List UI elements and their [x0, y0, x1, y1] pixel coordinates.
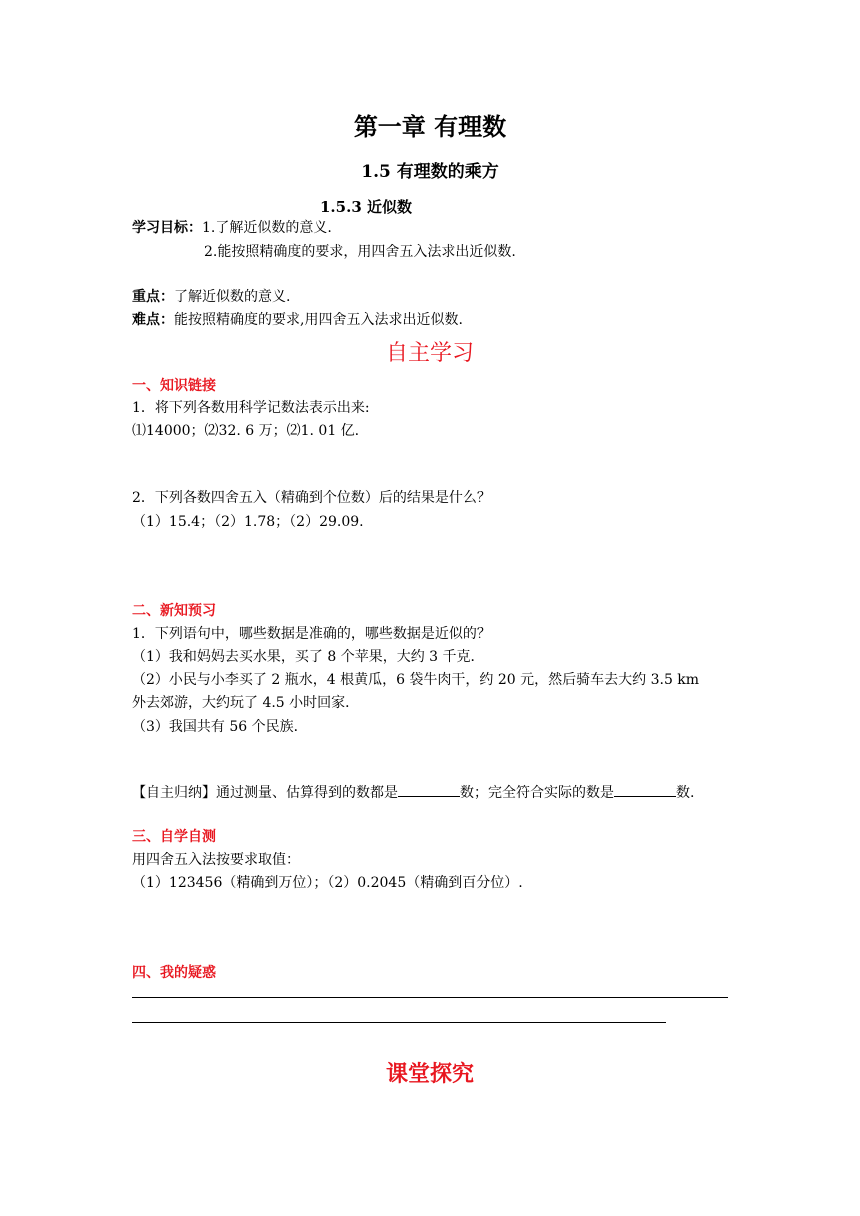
key-point-label: 重点： [132, 289, 174, 305]
part2-sentence-1: （1）我和妈妈去买水果，买了 8 个苹果，大约 3 千克． [132, 649, 485, 665]
part1-question-2: 2．下列各数四舍五入（精确到个位数）后的结果是什么？ [132, 490, 491, 506]
summary-blank-1[interactable] [398, 782, 460, 797]
goals-label: 学习目标： [132, 220, 202, 236]
part1-question-1: 1．将下列各数用科学记数法表示出来: [132, 400, 370, 416]
doubt-answer-line-2[interactable] [132, 1022, 666, 1023]
summary-end: 数. [676, 785, 695, 801]
part2-question-1: 1．下列语句中，哪些数据是准确的，哪些数据是近似的？ [132, 626, 491, 642]
key-point-text: 了解近似数的意义. [174, 289, 291, 305]
goal-item-2: 2.能按照精确度的要求，用四舍五入法求出近似数. [204, 244, 516, 260]
part3-items: （1）123456（精确到万位）；（2）0.2045（精确到百分位）. [132, 875, 523, 891]
part2-sentence-2-line1: （2）小民与小李买了 2 瓶水，4 根黄瓜，6 袋牛肉干，约 20 元，然后骑车去大约 3.5 km [132, 672, 700, 688]
part1-question-2-items: （1）15.4；（2）1.78；（2）29.09. [132, 514, 364, 530]
chapter-title: 第一章 有理数 [353, 112, 507, 141]
learning-goals [132, 218, 332, 238]
summary-pre: 【自主归纳】通过测量、估算得到的数都是 [132, 785, 398, 801]
part3-intro: 用四舍五入法按要求取值： [132, 852, 300, 868]
subsection-title: 1.5.3 近似数 [320, 198, 412, 216]
part3-heading: 三、自学自测 [132, 829, 216, 845]
class-inquiry-heading: 课堂探究 [385, 1061, 474, 1087]
part2-heading: 二、新知预习 [132, 603, 216, 619]
difficulty [132, 310, 463, 330]
part2-sentence-2-line2: 外去郊游，大约玩了 4.5 小时回家． [132, 695, 360, 711]
difficulty-label: 难点： [132, 312, 174, 328]
summary-blank-2[interactable] [614, 782, 676, 797]
self-study-heading: 自主学习 [385, 341, 474, 366]
goal-item-1: 1.了解近似数的意义. [202, 220, 332, 236]
difficulty-text: 能按照精确度的要求,用四舍五入法求出近似数. [174, 312, 463, 328]
part2-sentence-3: （3）我国共有 56 个民族． [132, 719, 308, 735]
summary-line [132, 782, 694, 803]
part1-question-1-items: ⑴14000；⑵32. 6 万；⑵1. 01 亿. [132, 423, 360, 439]
section-title: 1.5 有理数的乘方 [361, 162, 499, 182]
key-point [132, 287, 290, 307]
doubt-answer-line-1[interactable] [132, 997, 728, 998]
part1-heading: 一、知识链接 [132, 378, 216, 394]
summary-mid: 数；完全符合实际的数是 [460, 785, 614, 801]
part4-heading: 四、我的疑惑 [132, 965, 216, 981]
